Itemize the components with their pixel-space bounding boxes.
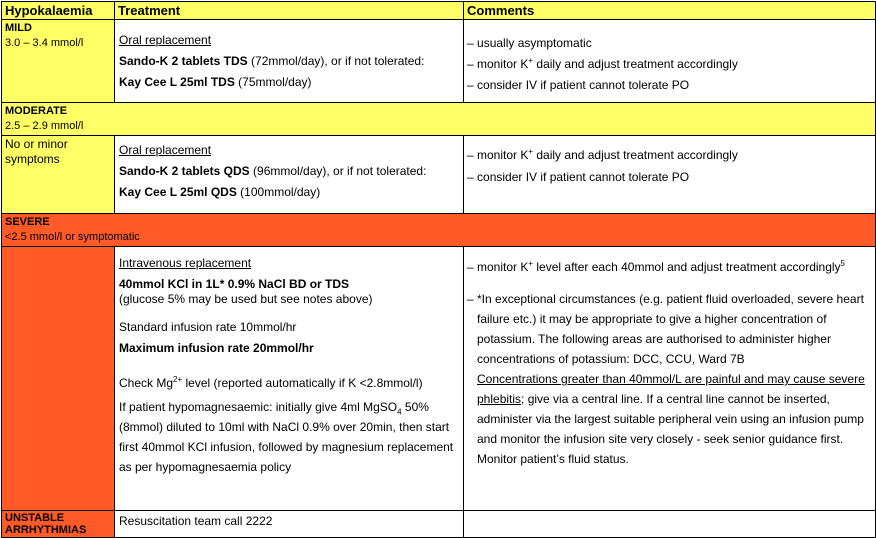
minor-row xyxy=(2,136,876,214)
header-treatment: Treatment xyxy=(115,2,464,20)
header-row xyxy=(2,2,876,20)
moderate-label: MODERATE xyxy=(5,105,68,117)
minor-drug2: Kay Cee L 25ml QDS (100mmol/day) xyxy=(119,185,321,199)
severe-max-rate: Maximum infusion rate 20mmol/hr xyxy=(119,341,314,355)
minor-comments-cell xyxy=(464,136,876,214)
mild-label: MILD xyxy=(5,22,32,34)
unstable-comments-cell xyxy=(464,511,876,538)
severe-comments-cell xyxy=(464,247,876,511)
minor-treatment-cell xyxy=(115,136,464,214)
moderate-row xyxy=(2,103,876,136)
mild-drug2: Kay Cee L 25ml TDS (75mmol/day) xyxy=(119,75,312,89)
header-comments: Comments xyxy=(464,2,876,20)
severe-comment-3: Concentrations greater than 40mmol/L are painful and may cause severe phlebitis; give via a central line. If a central line cannot be inserted, administer via the largest suitable peripheral vein using an infusion pump and monitor the infusion site very closely - seek senior guidance first. Monitor patient’s fluid status. xyxy=(477,372,865,466)
unstable-row xyxy=(2,511,876,538)
mild-comment-3: – consider IV if patient cannot tolerate PO xyxy=(467,78,690,92)
mild-row xyxy=(2,20,876,103)
hypokalaemia-table xyxy=(1,1,876,538)
severe-glucose-note: (glucose 5% may be used but see notes above) xyxy=(119,292,373,306)
mild-comment-2: – monitor K+ daily and adjust treatment accordingly xyxy=(467,56,738,71)
unstable-treatment-cell xyxy=(115,511,464,538)
severe-comment-2: – *In exceptional circumstances (e.g. patient fluid overloaded, severe heart failure etc.) it may be appropriate to give a higher concentration of potassium. The following areas are authorised to administer higher concentrations of potassium: DCC, CCU, Ward 7B xyxy=(467,292,864,366)
severe-filler-cell xyxy=(2,247,115,511)
severe-range: <2.5 mmol/l or symptomatic xyxy=(5,231,140,243)
minor-label: No or minor symptoms xyxy=(5,137,68,166)
unstable-label: UNSTABLE ARRHYTHMIAS xyxy=(5,512,87,536)
severe-hypomag: If patient hypomagnesaemic: initially give 4ml MgSO$_4$ 50% (8mmol) diluted to 10ml with NaCl 0.9% over 20min, then start first 40mmol KCl infusion, followed by magnesium replacement as per hypomagnesaemia policy xyxy=(119,400,454,474)
severe-label: SEVERE xyxy=(5,216,50,228)
unstable-treatment: Resuscitation team call 2222 xyxy=(119,514,273,528)
moderate-range: 2.5 – 2.9 mmol/l xyxy=(5,120,84,132)
mild-comment-1: – usually asymptomatic xyxy=(467,36,592,50)
minor-drug1: Sando-K 2 tablets QDS (96mmol/day), or if not tolerated: xyxy=(119,164,427,178)
severe-label-cell xyxy=(2,214,876,247)
severe-row xyxy=(2,214,876,247)
header-hypokalaemia: Hypokalaemia xyxy=(2,2,115,20)
minor-route: Oral replacement xyxy=(119,143,212,157)
severe-treatment-cell xyxy=(115,247,464,511)
mild-treatment-cell xyxy=(115,20,464,103)
unstable-label-cell xyxy=(2,511,115,538)
mild-range: 3.0 – 3.4 mmol/l xyxy=(5,37,84,49)
mild-label-cell xyxy=(2,20,115,103)
severe-route: Intravenous replacement xyxy=(119,256,252,270)
severe-kcl: 40mmol KCl in 1L* 0.9% NaCl BD or TDS xyxy=(119,277,350,291)
minor-label-cell xyxy=(2,136,115,214)
moderate-label-cell xyxy=(2,103,876,136)
mild-drug1: Sando-K 2 tablets TDS (72mmol/day), or if not tolerated: xyxy=(119,54,425,68)
severe-mg-check: Check $Mg^{2+}$ level (reported automatically if K <2.8mmol/l) xyxy=(119,375,423,390)
mild-comments-cell xyxy=(464,20,876,103)
minor-comment-1: – monitor K+ daily and adjust treatment accordingly xyxy=(467,147,738,162)
severe-comment-1: – monitor K+ level after each 40mmol and adjust treatment accordingly$^5$ xyxy=(467,259,845,274)
mild-route: Oral replacement xyxy=(119,33,212,47)
severe-detail-row xyxy=(2,247,876,511)
minor-comment-2: – consider IV if patient cannot tolerate PO xyxy=(467,170,690,184)
severe-standard-rate: Standard infusion rate 10mmol/hr xyxy=(119,320,297,334)
